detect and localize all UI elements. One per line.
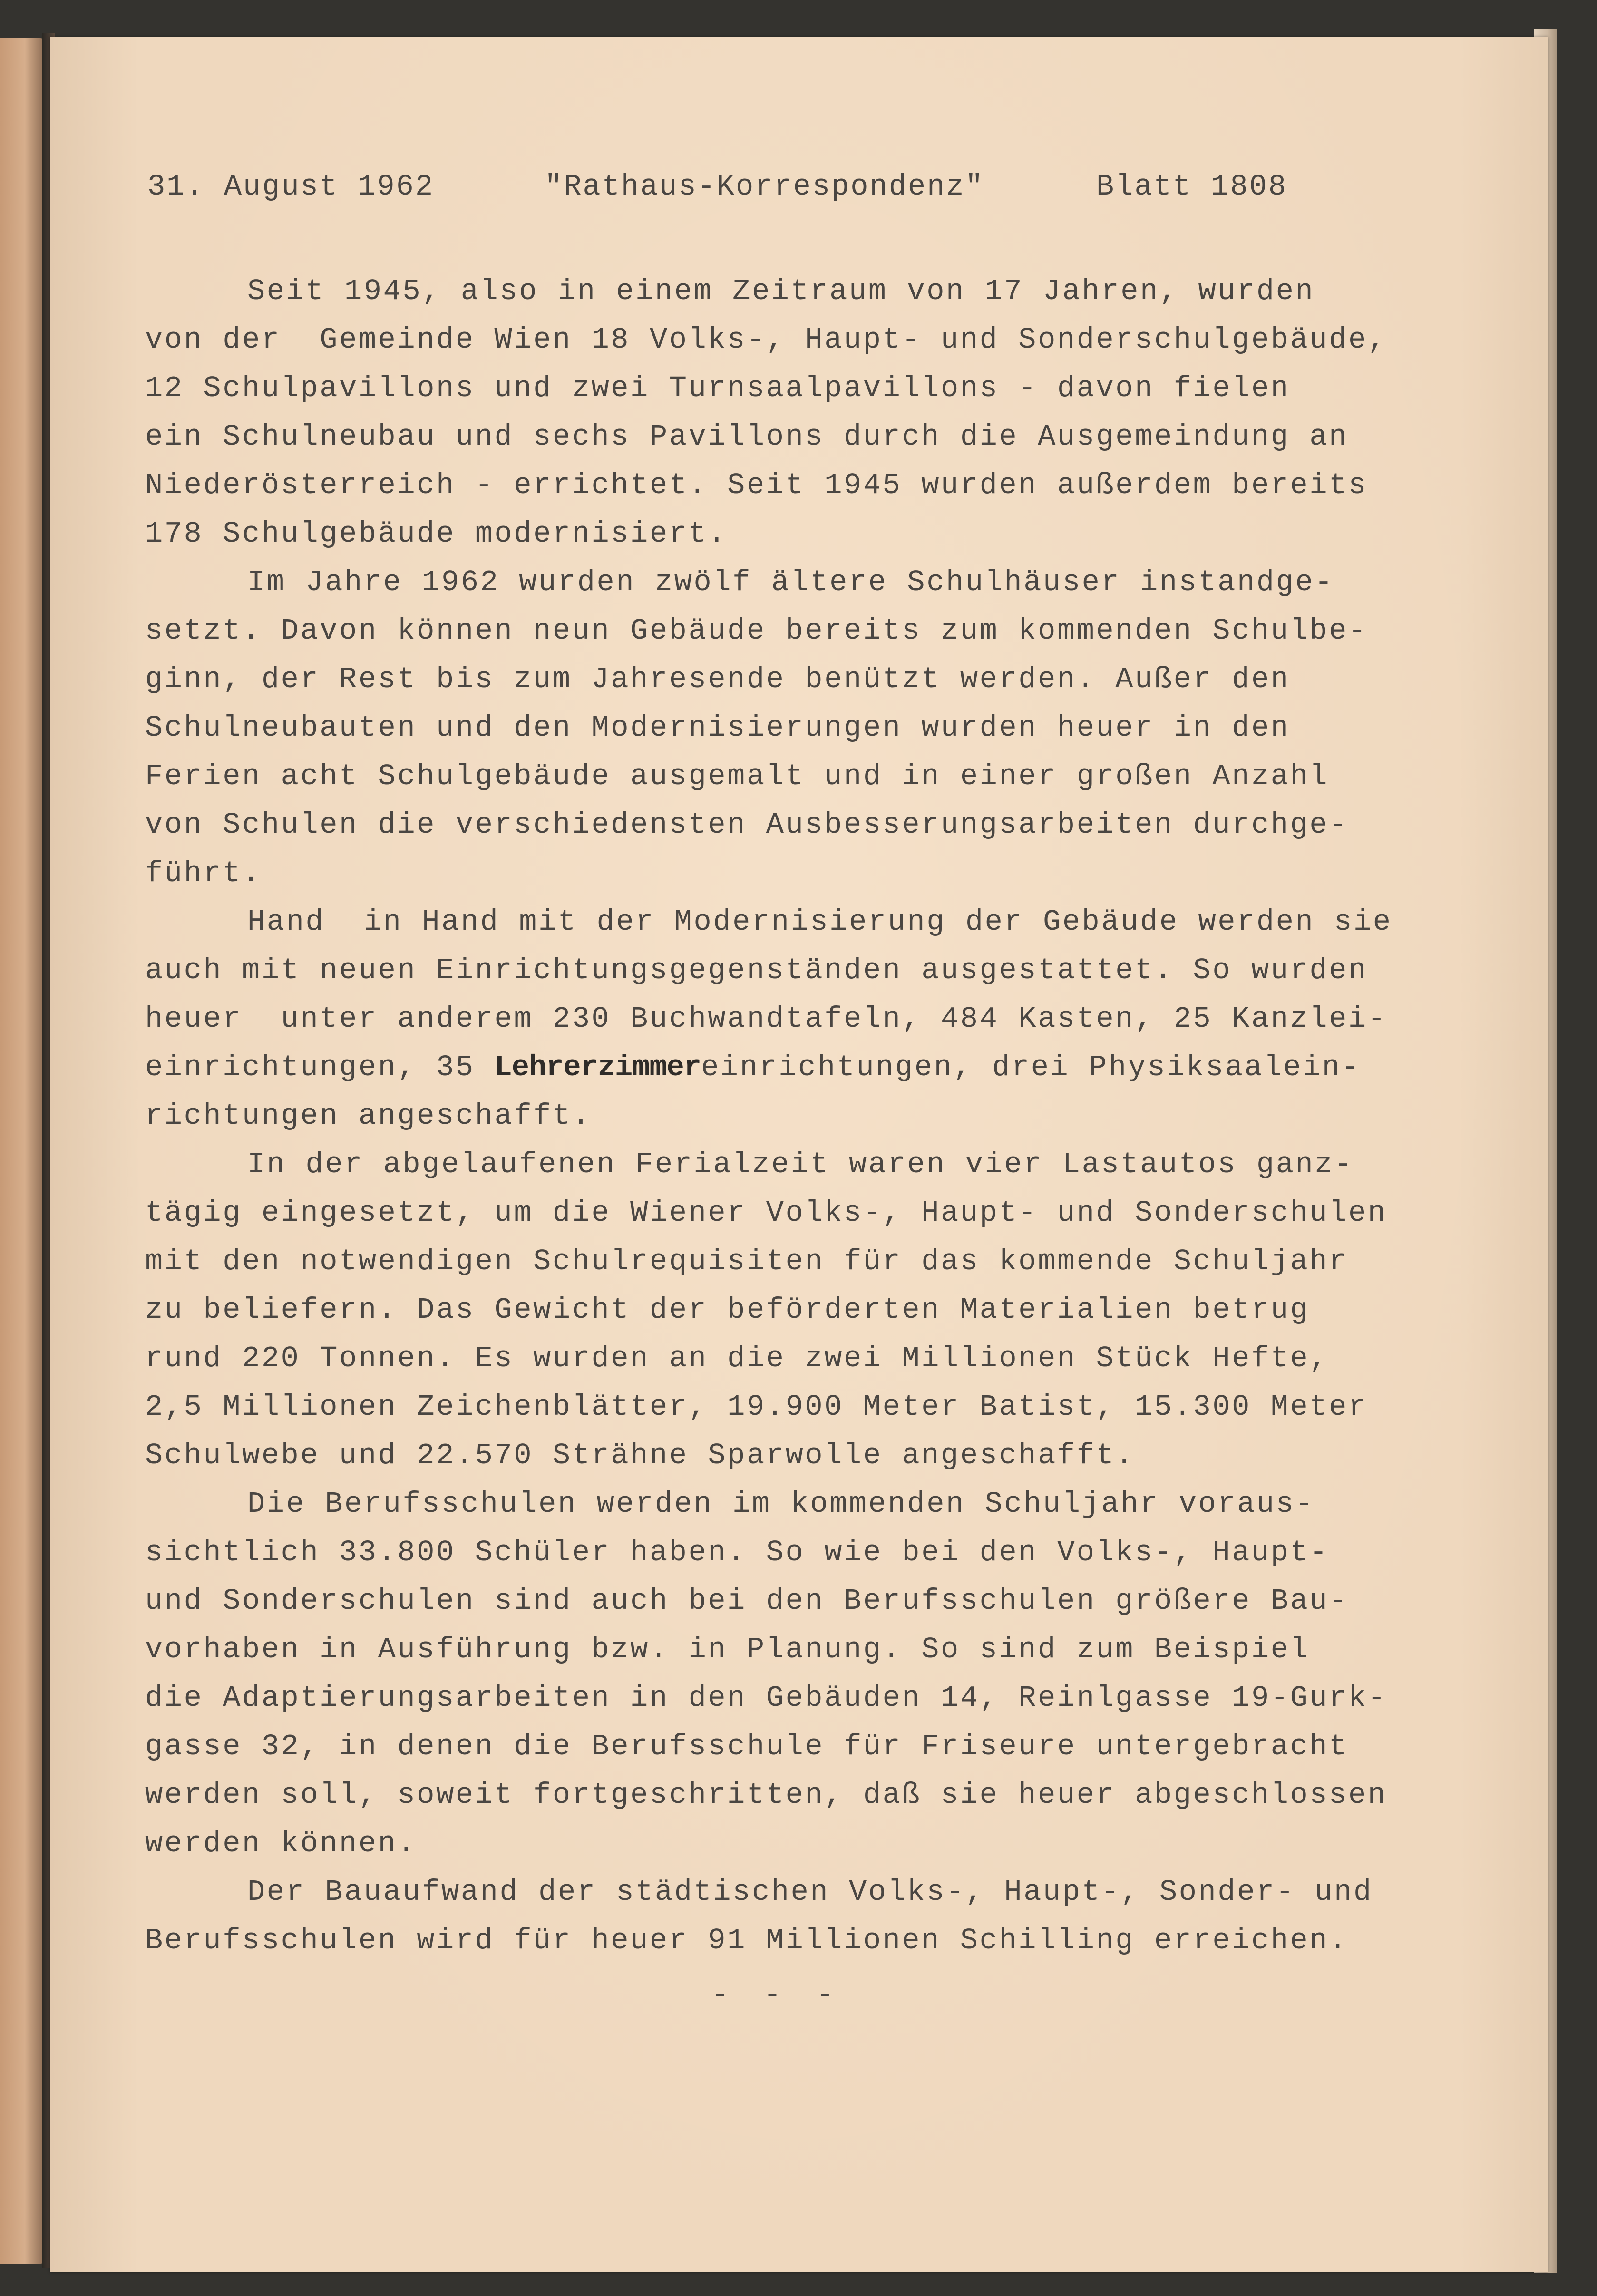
text-line: setzt. Davon können neun Gebäude bereits zum kommenden Schulbe- — [145, 614, 1368, 648]
text-line: Berufsschulen wird für heuer 91 Millionen Schilling erreichen. — [145, 1924, 1348, 1957]
text-line: ein Schulneubau und sechs Pavillons durch die Ausgemeindung an — [145, 420, 1348, 454]
text-line: 178 Schulgebäude modernisiert. — [145, 517, 728, 551]
text-line: 2,5 Millionen Zeichenblätter, 19.900 Meter Batist, 15.300 Meter — [145, 1390, 1368, 1424]
text-line: Niederösterreich - errichtet. Seit 1945 wurden außerdem bereits — [145, 468, 1368, 502]
bold-inserted-word: Lehrerzimmer — [494, 1051, 701, 1084]
header-source: "Rathaus-Korrespondenz" — [545, 170, 984, 204]
text-line: sichtlich 33.800 Schüler haben. So wie bei den Volks-, Haupt- — [145, 1536, 1329, 1569]
header-date: 31. August 1962 — [147, 170, 435, 204]
text-line: richtungen angeschafft. — [145, 1099, 592, 1133]
text-line: zu beliefern. Das Gewicht der beförderten Materialien betrug — [145, 1293, 1310, 1327]
header-sheet-number: Blatt 1808 — [1096, 170, 1288, 204]
text-line: ginn, der Rest bis zum Jahresende benützt werden. Außer den — [145, 662, 1290, 696]
text-line: Ferien acht Schulgebäude ausgemalt und in einer großen Anzahl — [145, 759, 1329, 793]
text-line: Seit 1945, also in einem Zeitraum von 17 Jahren, wurden — [247, 274, 1315, 308]
text-line: heuer unter anderem 230 Buchwandtafeln, 484 Kasten, 25 Kanzlei- — [145, 1002, 1387, 1036]
body-text — [145, 267, 1429, 1965]
text-line: 12 Schulpavillons und zwei Turnsaalpavillons - davon fielen — [145, 371, 1290, 405]
text-line: Der Bauaufwand der städtischen Volks-, Haupt-, Sonder- und — [247, 1875, 1373, 1909]
text-line: Schulneubauten und den Modernisierungen wurden heuer in den — [145, 711, 1290, 745]
text-line: Die Berufsschulen werden im kommenden Schuljahr voraus- — [247, 1487, 1315, 1521]
text-line: die Adaptierungsarbeiten in den Gebäuden 14, Reinlgasse 19-Gurk- — [145, 1681, 1387, 1715]
text-line: gasse 32, in denen die Berufsschule für Friseure untergebracht — [145, 1730, 1348, 1763]
text-line: werden soll, soweit fortgeschritten, daß sie heuer abgeschlossen — [145, 1778, 1387, 1812]
text-line: führt. — [145, 856, 262, 890]
text-line: mit den notwendigen Schulrequisiten für das kommende Schuljahr — [145, 1245, 1348, 1278]
text-line: von Schulen die verschiedensten Ausbesserungsarbeiten durchge- — [145, 808, 1348, 842]
text-segment: einrichtungen, 35 — [145, 1051, 495, 1084]
text-line: Hand in Hand mit der Modernisierung der Gebäude werden sie — [247, 905, 1393, 939]
text-segment: einrichtungen, drei Physiksaalein- — [701, 1051, 1361, 1084]
text-line: auch mit neuen Einrichtungsgegenständen ausgestattet. So wurden — [145, 953, 1368, 987]
end-mark: - - - — [711, 1978, 843, 2012]
document-page — [50, 37, 1548, 2272]
text-line — [145, 1043, 1429, 1092]
previous-page-edge — [0, 38, 45, 2264]
text-line: von der Gemeinde Wien 18 Volks-, Haupt- und Sonderschulgebäude, — [145, 323, 1387, 357]
text-line: Schulwebe und 22.570 Strähne Sparwolle angeschafft. — [145, 1439, 1135, 1472]
text-line: vorhaben in Ausführung bzw. in Planung. So sind zum Beispiel — [145, 1633, 1310, 1666]
text-line: Im Jahre 1962 wurden zwölf ältere Schulhäuser instandge- — [247, 565, 1334, 599]
text-line: In der abgelaufenen Ferialzeit waren vier Lastautos ganz- — [247, 1148, 1354, 1181]
text-line: werden können. — [145, 1827, 417, 1860]
text-line: rund 220 Tonnen. Es wurden an die zwei Millionen Stück Hefte, — [145, 1342, 1329, 1375]
text-line: und Sonderschulen sind auch bei den Berufsschulen größere Bau- — [145, 1584, 1348, 1618]
text-line: tägig eingesetzt, um die Wiener Volks-, Haupt- und Sonderschulen — [145, 1196, 1387, 1230]
